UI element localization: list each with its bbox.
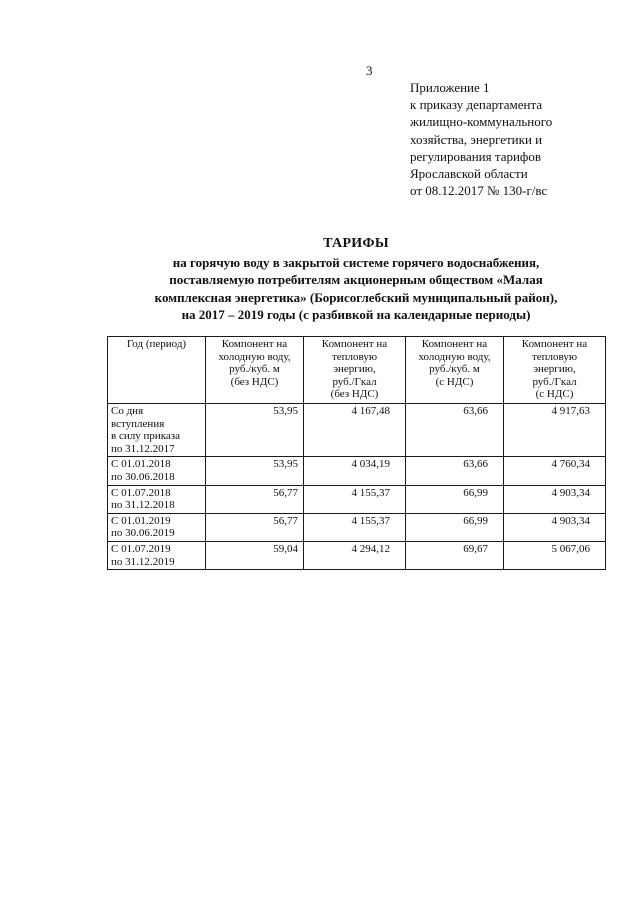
header-line: энергию, <box>333 363 376 376</box>
value-cell: 4 903,34 <box>504 485 606 513</box>
header-heat-energy-with-vat <box>504 337 606 404</box>
period-cell <box>108 404 206 457</box>
table-row <box>108 485 606 513</box>
value-cell: 53,95 <box>206 457 304 485</box>
header-cold-water-no-vat <box>206 337 304 404</box>
header-line: энергию, <box>533 363 576 376</box>
heading-line: на 2017 – 2019 годы (с разбивкой на календарные периоды) <box>181 307 531 323</box>
appendix-line: к приказу департамента <box>410 97 543 113</box>
header-line: руб./Гкал <box>532 375 577 388</box>
value-cell: 5 067,06 <box>504 541 606 569</box>
appendix-note <box>410 79 620 199</box>
value-cell: 56,77 <box>206 513 304 541</box>
value-cell: 4 034,19 <box>304 457 406 485</box>
period-cell <box>108 457 206 485</box>
period-line: С 01.07.2019 <box>111 542 171 555</box>
header-line: Год (период) <box>126 338 187 350</box>
heading-line: на горячую воду в закрытой системе горячего водоснабжения, <box>172 254 540 270</box>
value-cell: 63,66 <box>406 457 504 485</box>
header-line: руб./куб. м <box>229 363 280 376</box>
heading-line: поставляемую потребителям акционерным обществом «Малая <box>169 272 543 288</box>
value-cell: 69,67 <box>406 541 504 569</box>
period-line: С 01.07.2018 <box>111 486 171 499</box>
header-line: холодную воду, <box>218 350 291 363</box>
tariffs-table <box>107 336 606 570</box>
header-heat-energy-no-vat <box>304 337 406 404</box>
appendix-line: Ярославской области <box>410 166 528 182</box>
value-cell: 4 155,37 <box>304 513 406 541</box>
header-line: (без НДС) <box>230 375 279 388</box>
header-period <box>108 337 206 404</box>
value-cell: 4 167,48 <box>304 404 406 457</box>
period-line: в силу приказа <box>111 430 181 443</box>
value-cell: 4 917,63 <box>504 404 606 457</box>
value-cell: 4 155,37 <box>304 485 406 513</box>
value-cell: 59,04 <box>206 541 304 569</box>
period-line: вступления <box>111 417 165 430</box>
period-line: по 31.12.2017 <box>111 442 175 455</box>
table-row <box>108 513 606 541</box>
period-line: по 30.06.2018 <box>111 470 175 483</box>
appendix-line: жилищно-коммунального <box>410 114 553 130</box>
document-heading <box>100 235 612 324</box>
value-cell: 56,77 <box>206 485 304 513</box>
value-cell: 4 903,34 <box>504 513 606 541</box>
period-cell <box>108 541 206 569</box>
period-cell <box>108 485 206 513</box>
header-cold-water-with-vat <box>406 337 504 404</box>
header-line: тепловую <box>531 350 578 363</box>
table-header-row <box>108 337 606 404</box>
table-row <box>108 541 606 569</box>
document-title: ТАРИФЫ <box>323 236 389 251</box>
period-line: по 30.06.2019 <box>111 527 175 540</box>
value-cell: 66,99 <box>406 485 504 513</box>
header-line: Компонент на <box>221 338 288 350</box>
period-line: Со дня <box>111 405 144 417</box>
header-line: холодную воду, <box>418 350 491 363</box>
value-cell: 4 760,34 <box>504 457 606 485</box>
period-cell <box>108 513 206 541</box>
value-cell: 4 294,12 <box>304 541 406 569</box>
header-line: Компонент на <box>421 338 488 350</box>
table-row <box>108 457 606 485</box>
header-line: руб./куб. м <box>429 363 480 376</box>
header-line: (без НДС) <box>330 388 379 401</box>
appendix-line: регулирования тарифов <box>410 148 541 164</box>
page-number: 3 <box>366 63 373 78</box>
header-line: (с НДС) <box>435 375 474 388</box>
period-line: С 01.01.2018 <box>111 458 171 471</box>
period-line: С 01.01.2019 <box>111 514 171 527</box>
header-line: руб./Гкал <box>332 375 377 388</box>
period-line: по 31.12.2019 <box>111 555 175 568</box>
header-line: Компонент на <box>521 338 588 350</box>
header-line: Компонент на <box>321 338 388 350</box>
appendix-line: Приложение 1 <box>410 80 490 95</box>
period-line: по 31.12.2018 <box>111 499 175 512</box>
table-row <box>108 404 606 457</box>
appendix-line: хозяйства, энергетики и <box>410 131 543 147</box>
appendix-line: от 08.12.2017 № 130-г/вс <box>410 183 548 199</box>
heading-line: комплексная энергетика» (Борисоглебский муниципальный район), <box>154 289 558 305</box>
value-cell: 63,66 <box>406 404 504 457</box>
value-cell: 66,99 <box>406 513 504 541</box>
header-line: тепловую <box>331 350 378 363</box>
header-line: (с НДС) <box>535 388 574 401</box>
value-cell: 53,95 <box>206 404 304 457</box>
